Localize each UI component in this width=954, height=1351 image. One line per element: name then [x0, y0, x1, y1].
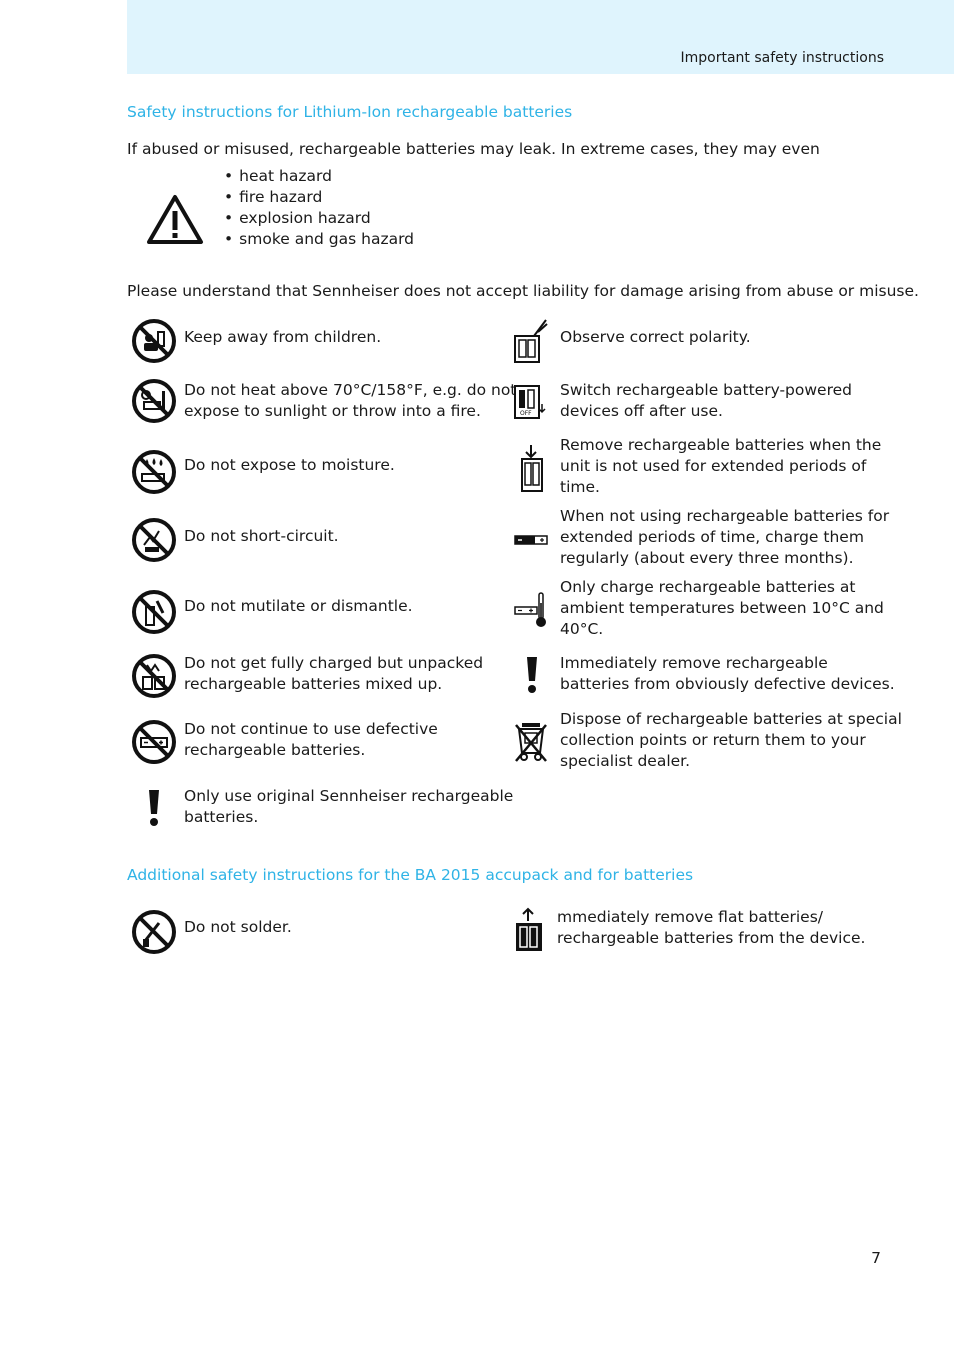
- instruction-text: regularly (about every three months).: [560, 549, 854, 567]
- hazard-item: • smoke and gas hazard: [224, 229, 414, 250]
- instruction-text: Remove rechargeable batteries when the: [560, 436, 882, 454]
- instruction-text: Switch rechargeable battery-powered: [560, 381, 853, 399]
- no-heat-icon: [131, 378, 177, 424]
- crossed-bin-icon: [512, 719, 550, 765]
- instruction-text: 40°C.: [560, 620, 604, 638]
- instruction-text: Do not heat above 70°C/158°F, e.g. do not: [184, 381, 517, 399]
- instruction-text: Do not short-circuit.: [184, 527, 339, 545]
- instruction-text: rechargeable batteries from the device.: [557, 929, 866, 947]
- section-heading-lithium: Safety instructions for Lithium-Ion rechargeable batteries: [127, 103, 573, 121]
- instruction-text: Observe correct polarity.: [560, 328, 751, 346]
- page-number: 7: [871, 1249, 881, 1267]
- remove-battery-icon: [512, 435, 550, 495]
- instruction-text: devices off after use.: [560, 402, 723, 420]
- hazard-list: [224, 166, 414, 250]
- section-heading-ba2015: Additional safety instructions for the BA 2015 accupack and for batteries: [127, 866, 694, 884]
- instruction-text: Do not expose to moisture.: [184, 456, 395, 474]
- no-solder-icon: [131, 909, 177, 955]
- instruction-text: Only use original Sennheiser rechargeable: [184, 787, 514, 805]
- no-dismantle-icon: [131, 589, 177, 635]
- instruction-text: Only charge rechargeable batteries at: [560, 578, 856, 596]
- intro-paragraph: If abused or misused, rechargeable batteries may leak. In extreme cases, they may even: [127, 140, 820, 158]
- hazard-item: • heat hazard: [224, 166, 414, 187]
- instruction-text: Immediately remove rechargeable: [560, 654, 828, 672]
- hazard-item: • fire hazard: [224, 187, 414, 208]
- instruction-text: rechargeable batteries.: [184, 741, 366, 759]
- instruction-text: unit is not used for extended periods of: [560, 457, 867, 475]
- no-children-icon: [131, 318, 177, 364]
- polarity-icon: [512, 318, 550, 364]
- instruction-text: batteries.: [184, 808, 259, 826]
- instruction-text: rechargeable batteries mixed up.: [184, 675, 443, 693]
- instruction-text: collection points or return them to your: [560, 731, 866, 749]
- instruction-text: Do not get fully charged but unpacked: [184, 654, 484, 672]
- no-defective-icon: [131, 719, 177, 765]
- instruction-text: ambient temperatures between 10°C and: [560, 599, 884, 617]
- instruction-text: Keep away from children.: [184, 328, 382, 346]
- instruction-text: extended periods of time, charge them: [560, 528, 864, 546]
- header-title: Important safety instructions: [680, 50, 884, 66]
- switch-off-icon: [512, 380, 550, 422]
- hazard-item: • explosion hazard: [224, 208, 414, 229]
- svg-text:OFF: OFF: [520, 410, 532, 417]
- liability-paragraph: Please understand that Sennheiser does not accept liability for damage arising from abuse or misuse.: [127, 282, 919, 300]
- instruction-text: specialist dealer.: [560, 752, 691, 770]
- instruction-text: time.: [560, 478, 600, 496]
- instruction-text: Do not mutilate or dismantle.: [184, 597, 413, 615]
- no-short-circuit-icon: [131, 517, 177, 563]
- instruction-text: Dispose of rechargeable batteries at special: [560, 710, 902, 728]
- no-moisture-icon: [131, 449, 177, 495]
- instruction-text: Do not solder.: [184, 918, 292, 936]
- no-mixing-icon: [131, 653, 177, 699]
- exclamation-icon: [524, 653, 540, 697]
- remove-flat-battery-icon: [512, 907, 550, 955]
- instruction-text: Do not continue to use defective: [184, 720, 438, 738]
- instruction-text: When not using rechargeable batteries for: [560, 507, 890, 525]
- thermometer-battery-icon: [512, 591, 550, 631]
- instruction-text: expose to sunlight or throw into a fire.: [184, 402, 481, 420]
- warning-triangle-icon: [146, 194, 204, 246]
- header-band: [127, 0, 954, 74]
- instruction-text: mmediately remove flat batteries/: [557, 908, 823, 926]
- battery-charge-icon: [512, 533, 550, 547]
- instruction-text: batteries from obviously defective devices.: [560, 675, 895, 693]
- exclamation-icon: [146, 786, 162, 830]
